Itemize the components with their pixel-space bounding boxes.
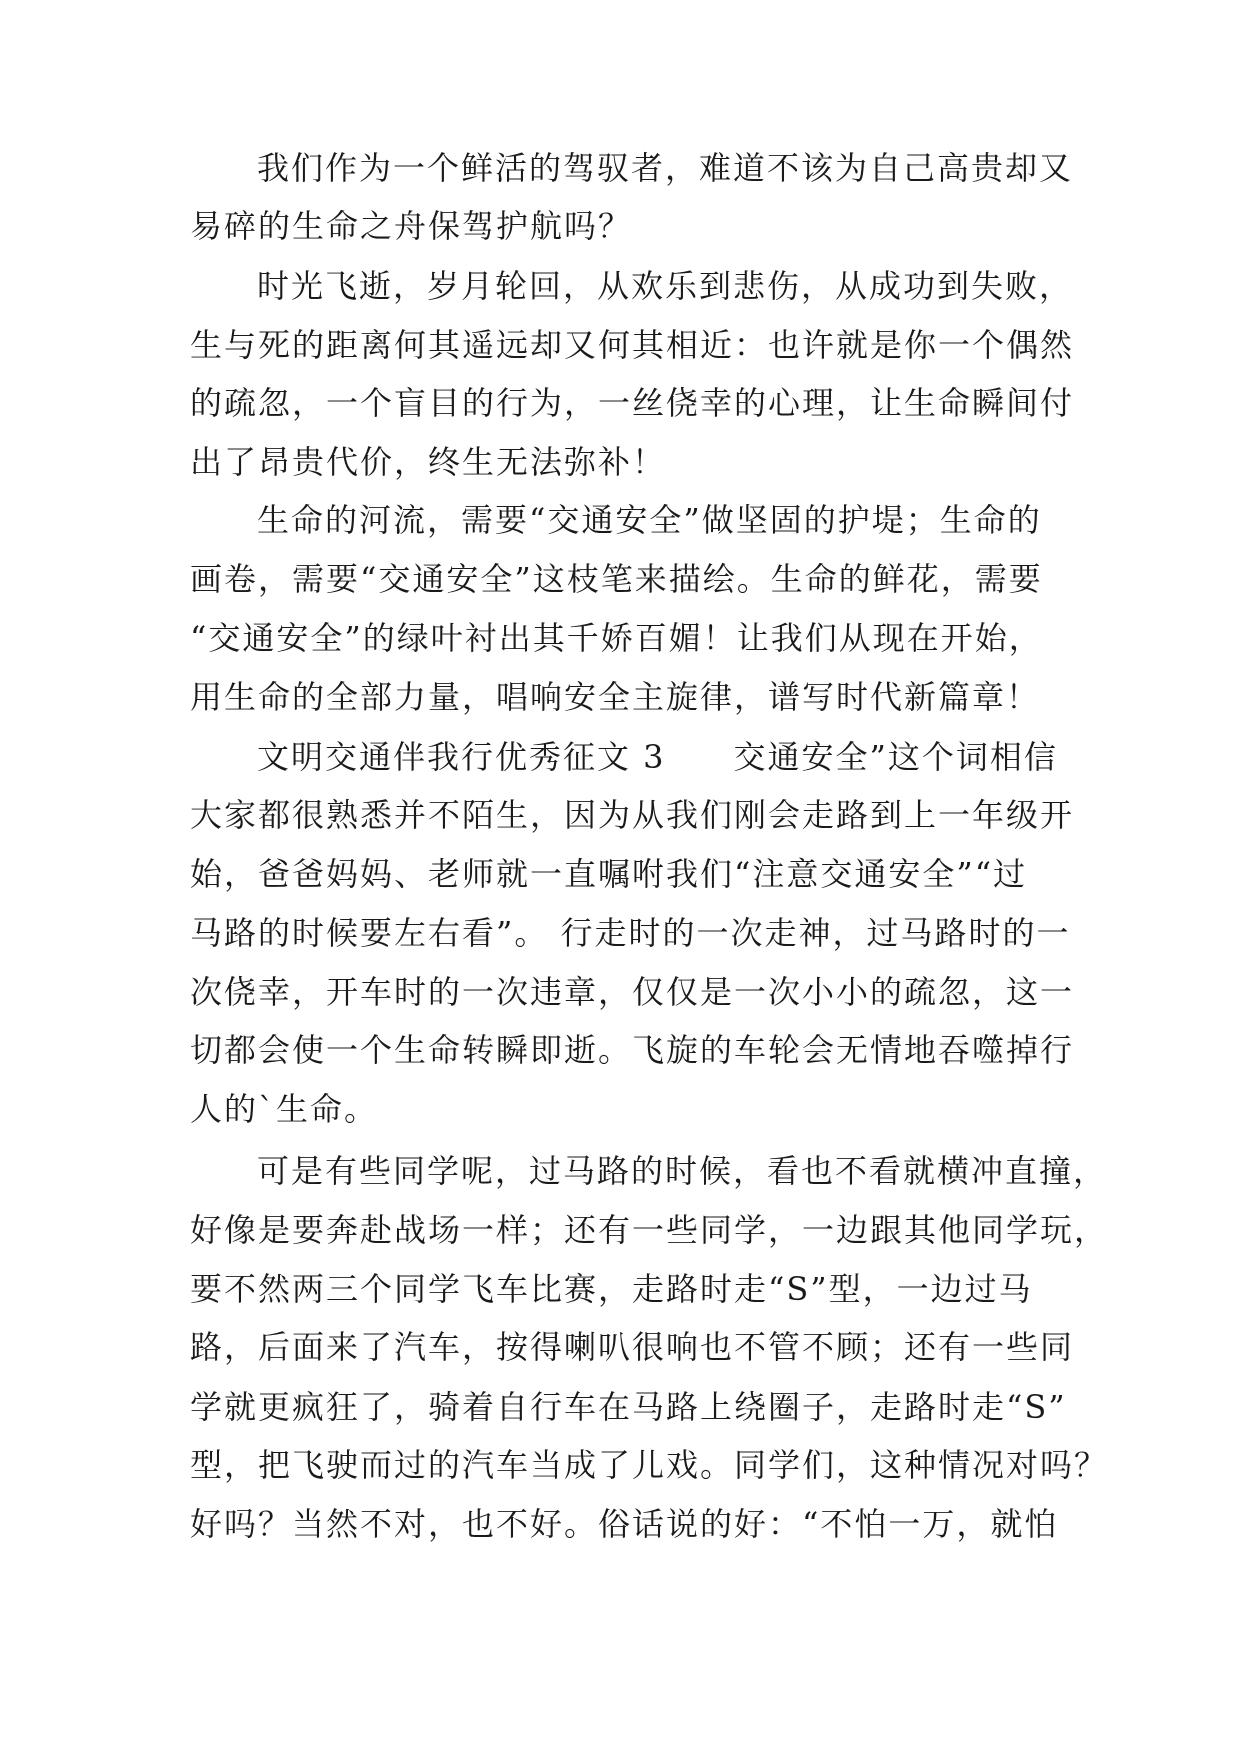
text-line: 出了昂贵代价，终生无法弥补！ — [190, 443, 667, 481]
text-line: 易碎的生命之舟保驾护航吗？ — [190, 207, 633, 245]
text-line: 可是有些同学呢，过马路的时候，看也不看就横冲直撞， — [257, 1152, 1108, 1190]
text-line: 生与死的距离何其遥远却又何其相近：也许就是你一个偶然 — [190, 326, 1075, 364]
text-line: 要不然两三个同学飞车比赛，走路时走“S”型，一边过马 — [190, 1270, 1033, 1308]
text-line: “交通安全”的绿叶衬出其千娇百媚！让我们从现在开始， — [190, 619, 1043, 657]
text-line: 人的`生命。 — [190, 1090, 379, 1128]
text-line: 好像是要奔赴战场一样；还有一些同学，一边跟其他同学玩， — [190, 1211, 1109, 1249]
text-line: 用生命的全部力量，唱响安全主旋律，谱写时代新篇章！ — [190, 678, 1041, 716]
text-line: 型，把飞驶而过的汽车当成了儿戏。同学们，这种情况对吗？ — [190, 1446, 1109, 1484]
text-line: 的疏忽，一个盲目的行为，一丝侥幸的心理，让生命瞬间付 — [190, 384, 1075, 422]
text-line: 好吗？当然不对，也不好。俗话说的好：“不怕一万，就怕 — [190, 1505, 1059, 1543]
text-line: 路，后面来了汽车，按得喇叭很响也不管不顾；还有一些同 — [190, 1328, 1075, 1366]
text-line: 学就更疯狂了，骑着自行车在马路上绕圈子，走路时走“S” — [190, 1388, 1067, 1426]
text-line: 画卷，需要“交通安全”这枝笔来描绘。生命的鲜花，需要 — [190, 560, 1043, 598]
text-line: 马路的时候要左右看”。 行走时的一次走神，过马路时的一 — [190, 914, 1071, 952]
text-line: 大家都很熟悉并不陌生，因为从我们刚会走路到上一年级开 — [190, 796, 1075, 834]
text-line: 文明交通伴我行优秀征文 3 交通安全”这个词相信 — [257, 738, 1058, 776]
text-line: 生命的河流，需要“交通安全”做坚固的护堤；生命的 — [257, 501, 1042, 539]
text-line: 时光飞逝，岁月轮回，从欢乐到悲伤，从成功到失败， — [257, 267, 1074, 305]
text-line: 始，爸爸妈妈、老师就一直嘱咐我们“注意交通安全”“过 — [190, 855, 1028, 893]
text-line: 切都会使一个生命转瞬即逝。飞旋的车轮会无情地吞噬掉行 — [190, 1031, 1075, 1069]
text-line: 我们作为一个鲜活的驾驭者，难道不该为自己高贵却又 — [257, 149, 1074, 187]
text-line: 次侥幸，开车时的一次违章，仅仅是一次小小的疏忽，这一 — [190, 973, 1075, 1011]
